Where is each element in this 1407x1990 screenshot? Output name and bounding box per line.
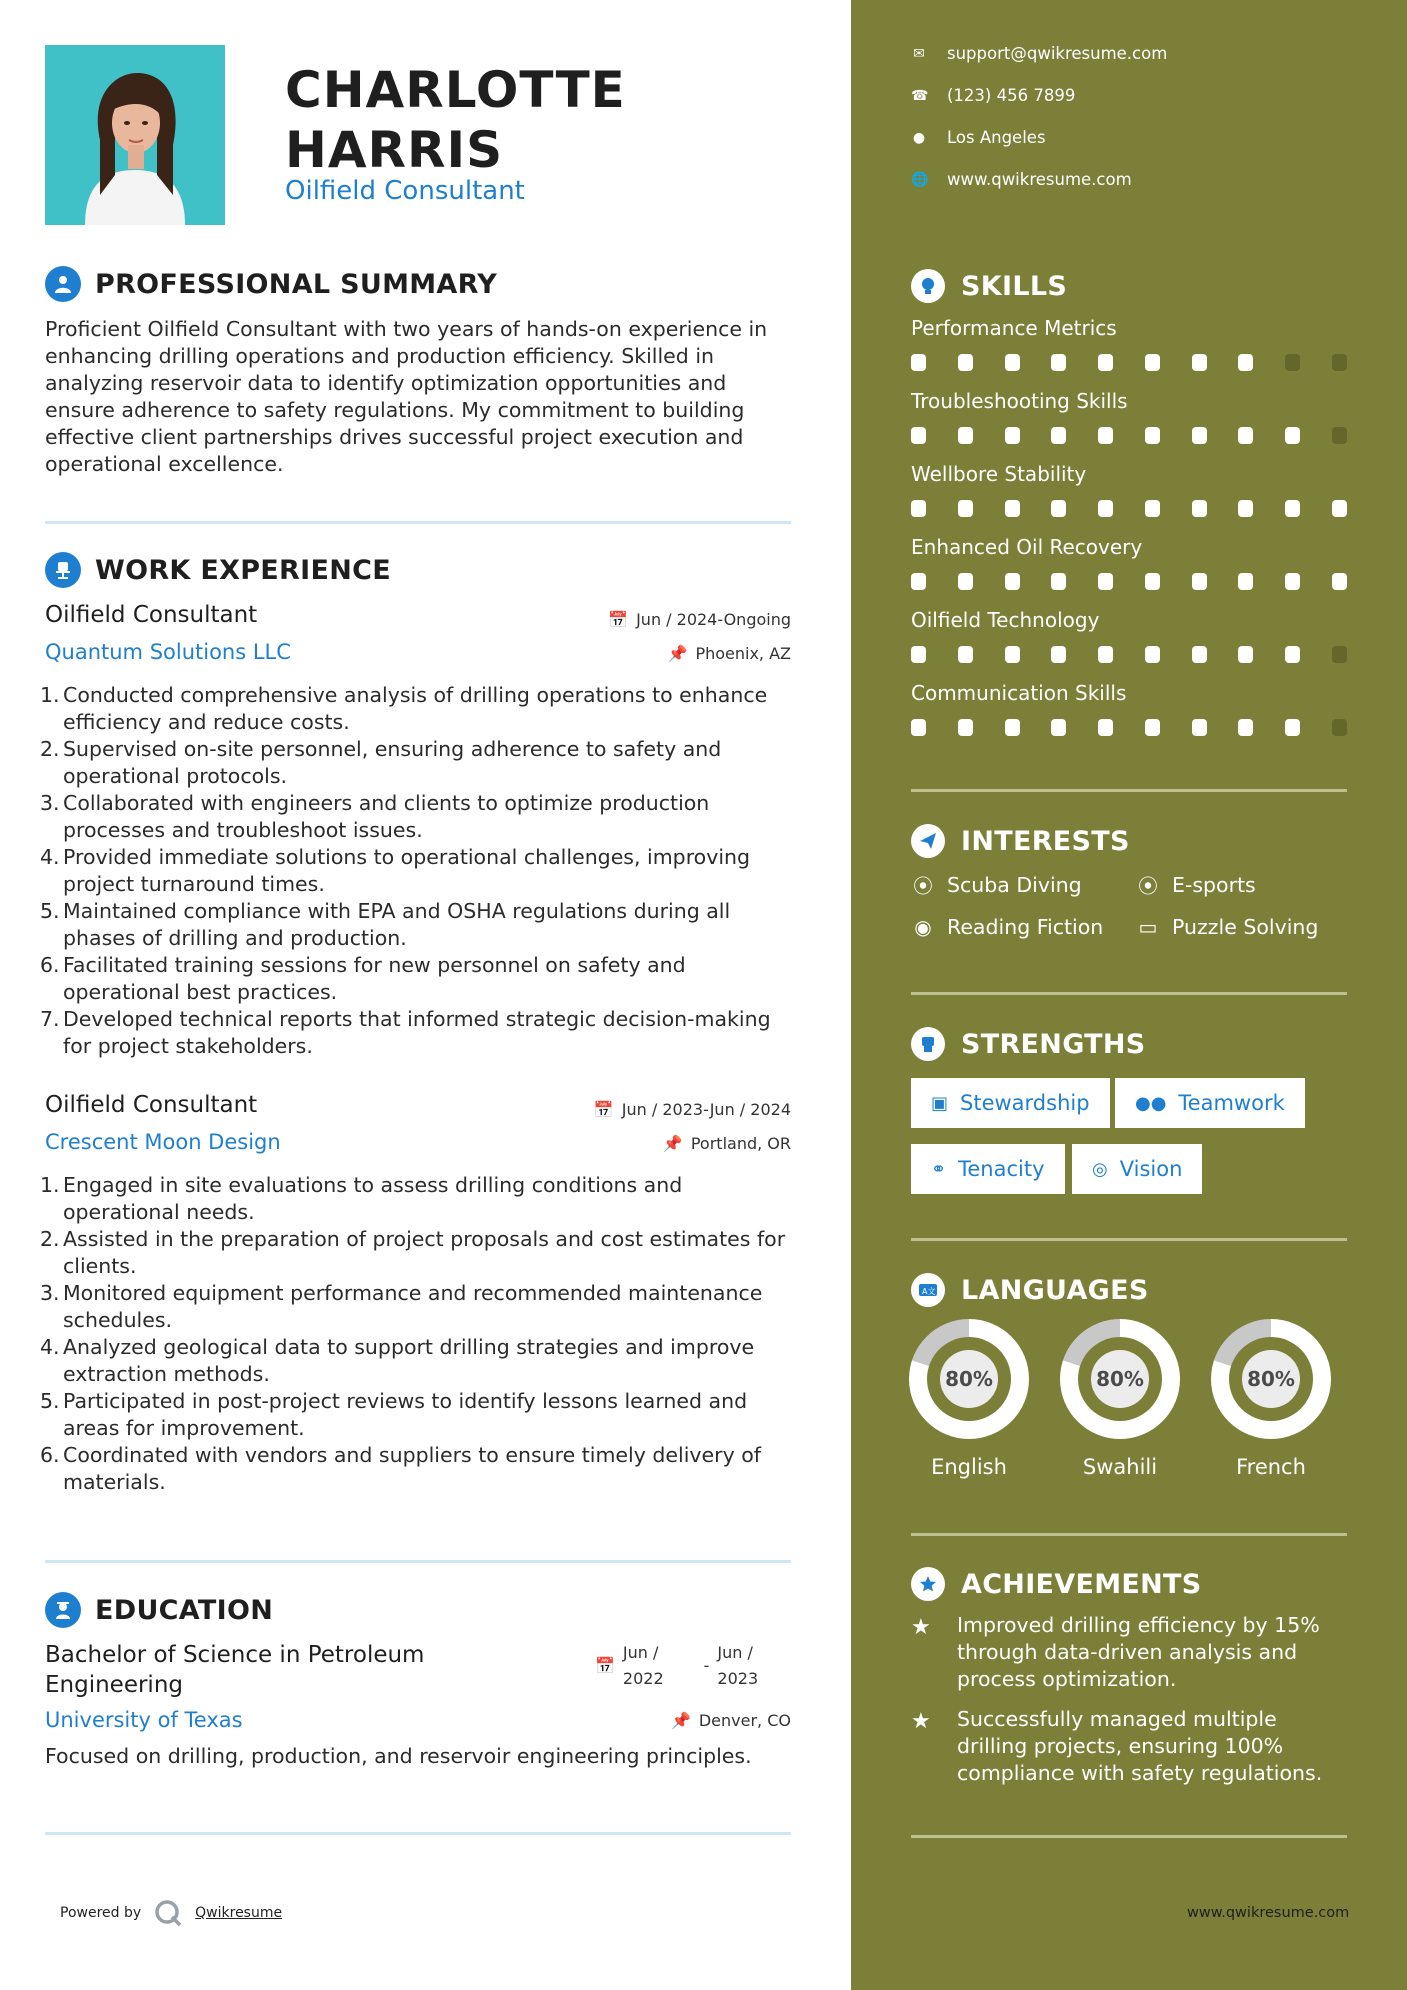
language-percent: 80% <box>1242 1350 1300 1408</box>
skill-dot-filled <box>911 427 926 444</box>
paper-plane-icon <box>911 824 945 858</box>
interest-item <box>1136 915 1318 939</box>
powered-by <box>60 1898 282 1928</box>
education-start <box>595 1640 664 1692</box>
sidebar-divider <box>911 789 1347 792</box>
job-1-date <box>608 610 791 629</box>
strengths-title: STRENGTHS <box>961 1028 1146 1060</box>
skill-level-meter <box>911 427 1347 445</box>
language-name: Swahili <box>1082 1455 1158 1479</box>
skill-dot-filled <box>1332 500 1347 517</box>
strength-label: Vision <box>1119 1157 1183 1181</box>
skill-dot-filled <box>958 719 973 736</box>
experience-title: WORK EXPERIENCE <box>95 554 391 586</box>
graduate-icon <box>45 1592 81 1628</box>
skill-dot-filled <box>1005 354 1020 371</box>
list-item: 7. Developed technical reports that informed strategic decision-making for project stakeholders. <box>40 1007 771 1058</box>
strength-badge <box>911 1078 1110 1128</box>
skill-dot-filled <box>1098 573 1113 590</box>
sidebar-divider <box>911 1835 1347 1838</box>
interest-label: Puzzle Solving <box>1172 915 1319 939</box>
skill-dot-filled <box>1238 427 1253 444</box>
education-title: EDUCATION <box>95 1594 274 1626</box>
job-1-title: Oilfield Consultant <box>45 602 258 628</box>
star-icon: ★ <box>911 1709 931 1734</box>
skill-level-meter <box>911 500 1347 518</box>
language-item <box>1211 1319 1331 1479</box>
skill-dot-filled <box>1192 427 1207 444</box>
skill-dot-filled <box>1051 354 1066 371</box>
skill-level-meter <box>911 354 1347 372</box>
skill-dot-filled <box>958 573 973 590</box>
achievements-heading <box>911 1567 1202 1601</box>
skill-dot-filled <box>1005 719 1020 736</box>
skill-dot-filled <box>1051 500 1066 517</box>
skill-dot-filled <box>958 427 973 444</box>
job-2-company: Crescent Moon Design <box>45 1130 281 1154</box>
interest-item <box>1136 870 1256 899</box>
job-title-header: Oilfield Consultant <box>285 176 525 206</box>
job-2-location <box>663 1134 791 1153</box>
phone-icon: ☎ <box>911 87 929 104</box>
list-item: 6. Facilitated training sessions for new personnel on safety and operational best practices. <box>40 953 686 1004</box>
education-heading <box>45 1592 273 1628</box>
skill-name: Wellbore Stability <box>911 462 1087 486</box>
education-end-month: Jun / <box>717 1643 753 1662</box>
job-2-date <box>594 1100 791 1119</box>
list-item: 3. Collaborated with engineers and clients to optimize production processes and troubleshoot issues. <box>40 791 710 842</box>
interest-label: Reading Fiction <box>947 915 1104 939</box>
language-progress-ring <box>1060 1319 1180 1439</box>
education-end <box>704 1640 759 1692</box>
skill-dot-filled <box>911 646 926 663</box>
envelope-icon: ✉ <box>913 45 925 62</box>
map-pin-icon: ● <box>912 129 926 146</box>
skill-dot-filled <box>911 500 926 517</box>
experience-heading <box>45 552 391 588</box>
skill-dot-filled <box>958 500 973 517</box>
candidate-name <box>285 60 626 180</box>
globe-icon: 🌐 <box>911 171 929 188</box>
language-name: English <box>931 1455 1007 1479</box>
interests-heading <box>911 824 1130 858</box>
language-progress-ring <box>1211 1319 1331 1439</box>
strength-label: Teamwork <box>1178 1091 1285 1115</box>
list-item: 3. Monitored equipment performance and recommended maintenance schedules. <box>40 1281 763 1332</box>
sidebar-divider <box>911 992 1347 995</box>
users-icon: ●● <box>1135 1092 1167 1114</box>
skill-name: Troubleshooting Skills <box>911 389 1128 413</box>
main-column <box>40 0 791 1990</box>
contact-email-text[interactable]: support@qwikresume.com <box>947 44 1168 63</box>
list-item: 1. Conducted comprehensive analysis of drilling operations to enhance efficiency and reduce costs. <box>40 683 768 734</box>
strength-badge <box>1115 1078 1305 1128</box>
section-divider <box>45 1832 791 1835</box>
skill-dot-filled <box>911 354 926 371</box>
skill-dot-filled <box>1192 573 1207 590</box>
contact-website-text[interactable]: www.qwikresume.com <box>947 170 1132 189</box>
list-item: 4. Provided immediate solutions to operational challenges, improving project turnaround times. <box>40 845 751 896</box>
list-item: 5. Maintained compliance with EPA and OSHA regulations during all phases of drilling and production. <box>40 899 731 950</box>
list-item: 6. Coordinated with vendors and suppliers to ensure timely delivery of materials. <box>40 1443 761 1494</box>
skill-dot-filled <box>1005 427 1020 444</box>
education-location-text: Denver, CO <box>698 1711 791 1730</box>
skill-dot-filled <box>1238 573 1253 590</box>
skill-dot-filled <box>1285 500 1300 517</box>
skill-dot-filled <box>958 646 973 663</box>
skill-dot-filled <box>1238 354 1253 371</box>
language-item <box>909 1319 1029 1479</box>
skill-name: Oilfield Technology <box>911 608 1100 632</box>
name-first: CHARLOTTE <box>285 61 626 119</box>
skill-dot-filled <box>1285 427 1300 444</box>
education-end-year: 2023 <box>717 1669 759 1688</box>
translate-icon <box>911 1273 945 1307</box>
name-last: HARRIS <box>285 121 504 179</box>
contact-location <box>911 128 1046 147</box>
achievements-title: ACHIEVEMENTS <box>961 1568 1202 1600</box>
skill-level-meter <box>911 646 1347 664</box>
profile-photo <box>45 45 225 225</box>
achievement-text: Successfully managed multiple drilling projects, ensuring 100% compliance with safety regulations. <box>957 1707 1323 1785</box>
job-1-location-text: Phoenix, AZ <box>695 644 791 663</box>
language-percent: 80% <box>1091 1350 1149 1408</box>
qwikresume-logo-icon <box>153 1898 183 1928</box>
footer-website[interactable]: www.qwikresume.com <box>1187 1905 1350 1921</box>
strength-label: Tenacity <box>958 1157 1045 1181</box>
interest-item <box>911 870 1082 899</box>
skill-dot-empty <box>1332 427 1347 444</box>
job-1-date-text: Jun / 2024-Ongoing <box>636 610 791 629</box>
skill-dot-filled <box>1098 719 1113 736</box>
education-description: Focused on drilling, production, and reservoir engineering principles. <box>45 1744 752 1768</box>
skill-dot-filled <box>1145 500 1160 517</box>
section-divider <box>45 1560 791 1563</box>
skill-dot-filled <box>1285 573 1300 590</box>
skill-dot-filled <box>1192 646 1207 663</box>
skill-dot-filled <box>1098 427 1113 444</box>
date-separator: - <box>703 1656 710 1675</box>
office-chair-icon <box>45 552 81 588</box>
list-item: 1. Engaged in site evaluations to assess drilling conditions and operational needs. <box>40 1173 683 1224</box>
fist-icon <box>911 1027 945 1061</box>
skill-dot-empty <box>1285 354 1300 371</box>
svg-text:A文: A文 <box>922 1287 936 1296</box>
skill-name: Enhanced Oil Recovery <box>911 535 1143 559</box>
education-dates <box>595 1640 758 1692</box>
summary-title: PROFESSIONAL SUMMARY <box>95 268 498 300</box>
skill-dot-filled <box>1192 500 1207 517</box>
star-badge-icon <box>911 1567 945 1601</box>
skill-dot-filled <box>1051 719 1066 736</box>
contact-phone-text: (123) 456 7899 <box>947 86 1076 105</box>
skill-dot-filled <box>1192 719 1207 736</box>
interest-label: E-sports <box>1172 872 1256 897</box>
job-2-location-text: Portland, OR <box>690 1134 791 1153</box>
skill-dot-filled <box>1192 354 1207 371</box>
book-icon: ▭ <box>1138 915 1158 939</box>
lifebuoy-icon: ⦿ <box>1138 874 1158 898</box>
skill-dot-filled <box>1145 354 1160 371</box>
interest-label: Scuba Diving <box>947 872 1082 897</box>
gamepad-icon: ◉ <box>914 915 932 939</box>
pin-icon: 📌 <box>662 1134 683 1153</box>
lightbulb-icon <box>911 269 945 303</box>
skills-heading <box>911 269 1067 303</box>
qwikresume-link[interactable]: Qwikresume <box>195 1905 283 1921</box>
skill-dot-empty <box>1332 354 1347 371</box>
skill-dot-filled <box>1238 500 1253 517</box>
list-item: 2. Supervised on-site personnel, ensuring adherence to safety and operational protocols. <box>40 737 722 788</box>
language-progress-ring <box>909 1319 1029 1439</box>
powered-by-label: Powered by <box>60 1905 142 1921</box>
strength-badge <box>911 1144 1065 1194</box>
languages-heading <box>911 1273 1149 1307</box>
job-1-company: Quantum Solutions LLC <box>45 640 291 664</box>
skill-dot-filled <box>1332 573 1347 590</box>
strength-label: Stewardship <box>960 1091 1090 1115</box>
education-degree: Bachelor of Science in Petroleum Engineering <box>45 1642 425 1698</box>
skill-dot-filled <box>1145 646 1160 663</box>
star-icon: ★ <box>911 1615 931 1640</box>
skill-dot-filled <box>1285 646 1300 663</box>
lifebuoy-icon: ⦿ <box>913 874 933 898</box>
interests-title: INTERESTS <box>961 825 1130 857</box>
link-icon: ⚭ <box>931 1158 947 1180</box>
skill-dot-filled <box>1005 500 1020 517</box>
skill-name: Performance Metrics <box>911 316 1117 340</box>
contact-location-text: Los Angeles <box>947 128 1046 147</box>
briefcase-icon: ▣ <box>931 1092 949 1114</box>
binoculars-icon: ◎ <box>1092 1158 1108 1180</box>
strengths-heading <box>911 1027 1146 1061</box>
contact-phone <box>911 86 1075 105</box>
education-location <box>671 1711 791 1730</box>
language-percent: 80% <box>940 1350 998 1408</box>
skill-dot-filled <box>1238 719 1253 736</box>
achievement-item <box>911 1706 1351 1787</box>
section-divider <box>45 521 791 524</box>
strength-badge <box>1072 1144 1202 1194</box>
job-2-date-text: Jun / 2023-Jun / 2024 <box>621 1100 791 1119</box>
list-item: 5. Participated in post-project reviews to identify lessons learned and areas for improvement. <box>40 1389 748 1440</box>
calendar-icon: 📅 <box>593 1100 614 1119</box>
skill-dot-filled <box>1238 646 1253 663</box>
pin-icon: 📌 <box>670 1711 691 1730</box>
job-1-responsibilities <box>40 682 791 1060</box>
skill-dot-filled <box>1005 646 1020 663</box>
skill-level-meter <box>911 573 1347 591</box>
sidebar <box>851 0 1407 1990</box>
user-icon <box>45 266 81 302</box>
skill-dot-filled <box>1005 573 1020 590</box>
education-school: University of Texas <box>45 1708 243 1732</box>
skill-dot-filled <box>1051 646 1066 663</box>
education-start-month: Jun / <box>622 1643 659 1662</box>
skill-dot-filled <box>911 573 926 590</box>
job-1-location <box>668 644 791 663</box>
skill-dot-filled <box>1051 427 1066 444</box>
skills-title: SKILLS <box>961 270 1068 302</box>
contact-website <box>911 170 1132 189</box>
calendar-icon: 📅 <box>595 1656 615 1675</box>
calendar-icon: 📅 <box>608 610 629 629</box>
language-item <box>1060 1319 1180 1479</box>
skill-dot-filled <box>911 719 926 736</box>
skill-name: Communication Skills <box>911 681 1127 705</box>
skill-dot-filled <box>958 354 973 371</box>
summary-text: Proficient Oilfield Consultant with two years of hands-on experience in enhancing drilling operations and production efficiency. Skilled in analyzing reservoir data to identify optimization opportunities and ensure adherence to safety regulations. My commitment to building effective client partnerships drives successful project execution and operational excellence. <box>45 317 768 476</box>
skill-level-meter <box>911 719 1347 737</box>
skill-dot-filled <box>1145 427 1160 444</box>
sidebar-divider <box>911 1238 1347 1241</box>
skill-dot-filled <box>1098 354 1113 371</box>
skill-dot-filled <box>1285 719 1300 736</box>
skill-dot-filled <box>1098 646 1113 663</box>
skill-dot-empty <box>1332 646 1347 663</box>
job-2-title: Oilfield Consultant <box>45 1092 258 1118</box>
skill-dot-filled <box>1051 573 1066 590</box>
pin-icon: 📌 <box>667 644 688 663</box>
education-start-year: 2022 <box>622 1669 664 1688</box>
interest-item <box>911 915 1103 939</box>
skill-dot-filled <box>1145 719 1160 736</box>
list-item: 4. Analyzed geological data to support drilling strategies and improve extraction methods. <box>40 1335 755 1386</box>
achievement-item <box>911 1612 1351 1693</box>
language-name: French <box>1236 1455 1306 1479</box>
contact-email <box>911 44 1167 63</box>
languages-title: LANGUAGES <box>961 1274 1149 1306</box>
skill-dot-empty <box>1332 719 1347 736</box>
skill-dot-filled <box>1098 500 1113 517</box>
sidebar-divider <box>911 1533 1347 1536</box>
skill-dot-filled <box>1145 573 1160 590</box>
job-2-responsibilities <box>40 1172 791 1496</box>
list-item: 2. Assisted in the preparation of project proposals and cost estimates for clients. <box>40 1227 786 1278</box>
achievement-text: Improved drilling efficiency by 15% through data-driven analysis and process optimization. <box>957 1613 1320 1691</box>
summary-heading <box>45 266 497 302</box>
